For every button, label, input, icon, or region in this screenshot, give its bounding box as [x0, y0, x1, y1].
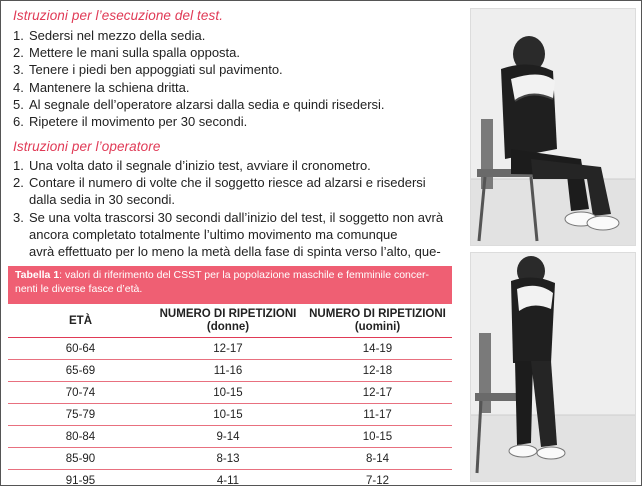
table-row: 85-90 8-13 8-14	[8, 448, 452, 470]
header-men: NUMERO DI RIPETIZIONI (uomini)	[303, 304, 452, 338]
list-item: 6. Ripetere il movimento per 30 secondi.	[13, 113, 385, 130]
list-item: 1. Sedersi nel mezzo della sedia.	[13, 27, 385, 44]
list-item: 3. Se una volta trascorsi 30 secondi dall’inizio del test, il soggetto non avrà ancora completato totalmente l’ultimo movimento ma comunque avrà effettuato per lo meno la metà della fase di spinta verso l’alto, que-	[13, 209, 443, 261]
seated-person-photo	[470, 8, 636, 246]
reference-table	[8, 304, 452, 491]
list-item: 2. Mettere le mani sulla spalla opposta.	[13, 44, 385, 61]
list-item: 5. Al segnale dell’operatore alzarsi dalla sedia e quindi risedersi.	[13, 96, 385, 113]
operator-steps-list	[13, 157, 443, 260]
list-item: 3. Tenere i piedi ben appoggiati sul pavimento.	[13, 61, 385, 78]
list-item: 2. Contare il numero di volte che il soggetto riesce ad alzarsi e risedersi dalla sedia in 30 secondi.	[13, 174, 443, 208]
list-item: 1. Una volta dato il segnale d’inizio test, avviare il cronometro.	[13, 157, 443, 174]
header-women: NUMERO DI RIPETIZIONI (donne)	[153, 304, 303, 338]
table-row: 60-64 12-17 14-19	[8, 338, 452, 360]
section1-heading: Istruzioni per l’esecuzione del test.	[13, 8, 223, 23]
standing-person-photo	[470, 252, 636, 482]
execution-steps-list	[13, 27, 385, 130]
table-caption	[8, 266, 452, 304]
table-row: 75-79 10-15 11-17	[8, 404, 452, 426]
table-caption-text-2: nenti le diverse fasce d’età.	[15, 283, 142, 295]
table-row: 91-95 4-11 7-12	[8, 470, 452, 491]
list-item: 4. Mantenere la schiena dritta.	[13, 79, 385, 96]
header-age: ETÀ	[8, 304, 153, 338]
section2-heading: Istruzioni per l’operatore	[13, 139, 160, 154]
table-row: 70-74 10-15 12-17	[8, 382, 452, 404]
table-row: 80-84 9-14 10-15	[8, 426, 452, 448]
table-caption-text: : valori di riferimento del CSST per la popolazione maschile e femminile concer-	[59, 269, 429, 281]
table-caption-label: Tabella 1	[15, 269, 59, 281]
table-header-row	[8, 304, 452, 338]
table-row: 65-69 11-16 12-18	[8, 360, 452, 382]
